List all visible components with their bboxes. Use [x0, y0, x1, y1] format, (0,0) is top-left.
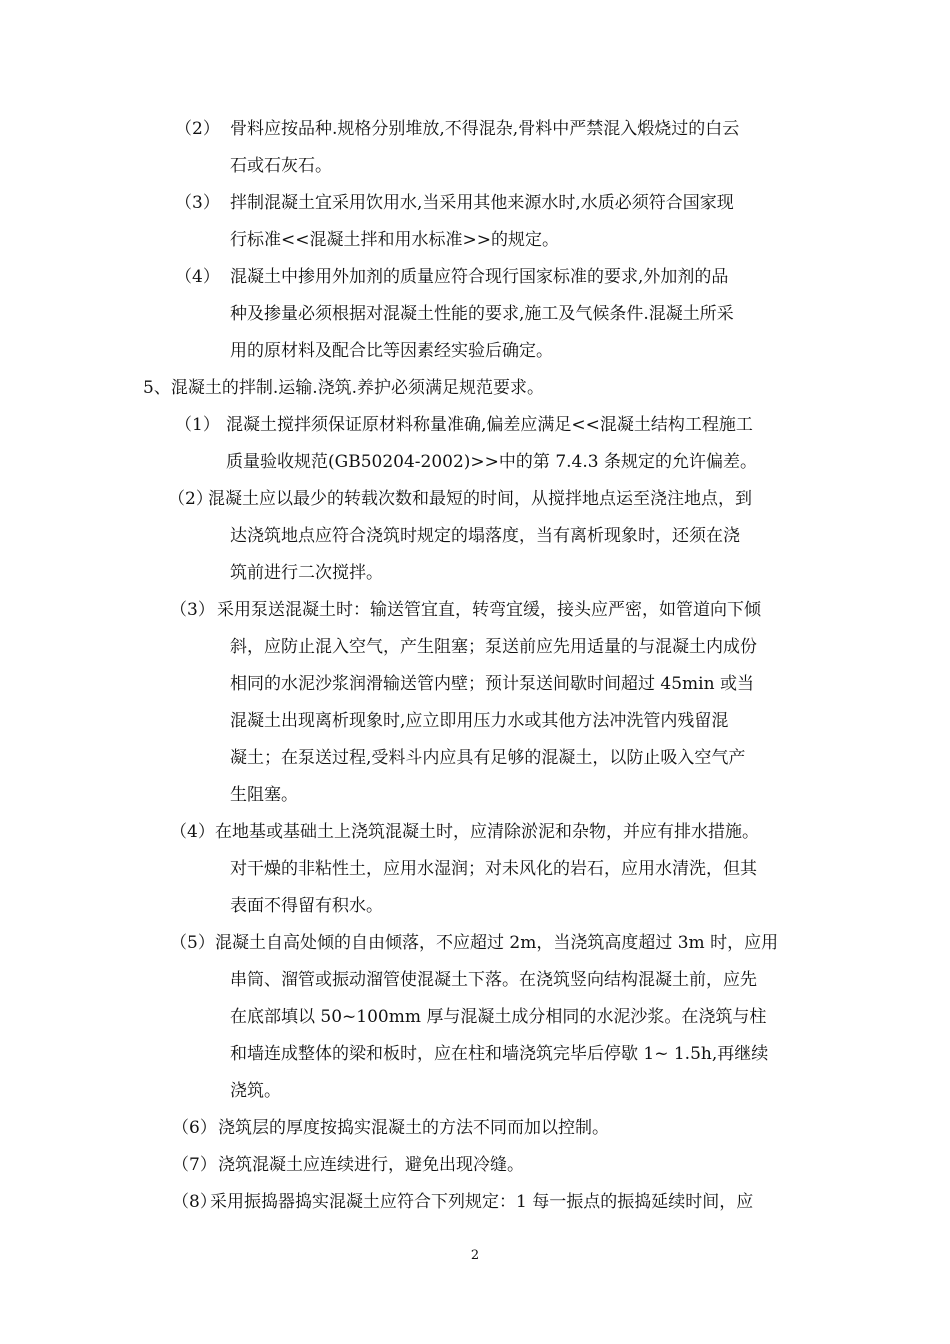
item-number: （2） — [175, 119, 220, 139]
item-number: （1） — [175, 415, 220, 435]
item-text-line: 用的原材料及配合比等因素经实验后确定。 — [230, 341, 553, 361]
item-text-line: 在底部填以 50~100mm 厚与混凝土成分相同的水泥沙浆。在浇筑与柱 — [230, 1007, 767, 1027]
item-number: （4） — [175, 267, 220, 287]
item-number: （3） — [170, 600, 215, 620]
item-text-line: 质量验收规范(GB50204-2002)>>中的第 7.4.3 条规定的允许偏差。 — [226, 452, 757, 472]
item-text-line: 混凝土应以最少的转载次数和最短的时间，从搅拌地点运至浇注地点，到 — [208, 489, 752, 509]
item-text-line: 筑前进行二次搅拌。 — [230, 563, 383, 583]
item-text-line: 骨料应按品种.规格分别堆放,不得混杂,骨料中严禁混入煅烧过的白云 — [230, 119, 740, 139]
item-text-line: 浇筑。 — [230, 1081, 281, 1101]
item-text-line: 混凝土搅拌须保证原材料称量准确,偏差应满足<<混凝土结构工程施工 — [226, 415, 753, 435]
item-text-line: 串筒、溜管或振动溜管使混凝土下落。在浇筑竖向结构混凝土前，应先 — [230, 970, 757, 990]
item-text-line: 浇筑混凝土应连续进行，避免出现冷缝。 — [218, 1155, 524, 1175]
item-number: （8） — [172, 1192, 217, 1212]
item-text-line: 在地基或基础土上浇筑混凝土时，应清除淤泥和杂物，并应有排水措施。 — [215, 822, 759, 842]
item-text-line: 浇筑层的厚度按捣实混凝土的方法不同而加以控制。 — [218, 1118, 609, 1138]
item-text-line: 和墙连成整体的梁和板时，应在柱和墙浇筑完毕后停歇 1~ 1.5h,再继续 — [230, 1044, 769, 1064]
item-text-line: 斜，应防止混入空气，产生阻塞；泵送前应先用适量的与混凝土内成份 — [230, 637, 757, 657]
item-text-line: 拌制混凝土宜采用饮用水,当采用其他来源水时,水质必须符合国家现 — [230, 193, 734, 213]
item-text-line: 表面不得留有积水。 — [230, 896, 383, 916]
item-number: （3） — [175, 193, 220, 213]
item-number: （6） — [172, 1118, 217, 1138]
item-text-line: 混凝土中掺用外加剂的质量应符合现行国家标准的要求,外加剂的品 — [230, 267, 729, 287]
section-heading: 5、混凝土的拌制.运输.浇筑.养护必须满足规范要求。 — [143, 378, 545, 398]
page-number: 2 — [470, 1248, 480, 1263]
item-text-line: 石或石灰石。 — [230, 156, 332, 176]
item-number: （4） — [170, 822, 215, 842]
item-number: （5） — [170, 933, 215, 953]
item-text-line: 达浇筑地点应符合浇筑时规定的塌落度，当有离析现象时，还须在浇 — [230, 526, 740, 546]
item-text-line: 凝土；在泵送过程,受料斗内应具有足够的混凝土，以防止吸入空气产 — [230, 748, 746, 768]
item-text-line: 生阻塞。 — [230, 785, 298, 805]
item-text-line: 相同的水泥沙浆润滑输送管内壁；预计泵送间歇时间超过 45min 或当 — [230, 674, 754, 694]
item-text-line: 混凝土出现离析现象时,应立即用压力水或其他方法冲洗管内残留混 — [230, 711, 729, 731]
item-text-line: 采用泵送混凝土时：输送管宜直，转弯宜缓，接头应严密，如管道向下倾 — [217, 600, 761, 620]
item-number: （2） — [168, 489, 213, 509]
item-text-line: 行标准<<混凝土拌和用水标准>>的规定。 — [230, 230, 559, 250]
item-text-line: 采用振捣器捣实混凝土应符合下列规定：1 每一振点的振捣延续时间，应 — [210, 1192, 754, 1212]
item-text-line: 混凝土自高处倾的自由倾落，不应超过 2m，当浇筑高度超过 3m 时，应用 — [215, 933, 779, 953]
item-text-line: 对干燥的非粘性土，应用水湿润；对未风化的岩石，应用水清洗，但其 — [230, 859, 757, 879]
item-text-line: 种及掺量必须根据对混凝土性能的要求,施工及气候条件.混凝土所采 — [230, 304, 734, 324]
item-number: （7） — [172, 1155, 217, 1175]
